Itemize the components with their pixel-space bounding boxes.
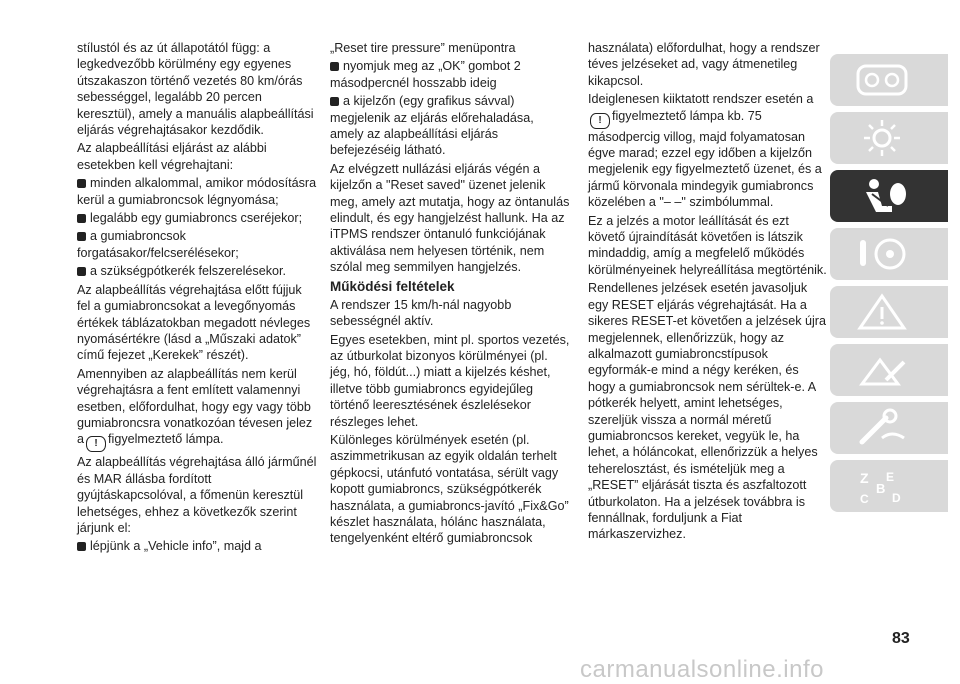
sun-light-icon [852,118,912,158]
paragraph-text: figyelmeztető lámpa kb. 75 másodpercig villog, majd folyamatosan égve marad; ezzel egy időben a kijelzőn megjelenik egy figyelmeztető üzenet, és a jármű körvonala mindegyik gumiabroncs közelében a "– –" szimbólummal. [588,108,822,210]
tab-starting-driving[interactable] [830,228,948,280]
tire-pressure-warning-icon: ! [86,436,106,452]
page-number: 83 [892,630,910,647]
paragraph: Az alapbeállítási eljárást az alábbi esetekben kell végrehajtani: [77,141,267,172]
paragraph: Az elvégzett nullázási eljárás végén a kijelzőn a "Reset saved" üzenet jelenik meg, amely azt mutatja, hogy az öntanulás elindult, és egy hangjelzést hallunk. Ha az iTPMS rendszer öntanuló funkciójának aktiválása nem helyesen történik, nem szólal meg semmilyen hangjelzés. [330,161,570,275]
svg-text:B: B [876,481,886,496]
svg-text:Z: Z [860,470,869,486]
paragraph: Ez a jelzés a motor leállítását és ezt követő újraindítását követően is látszik mindaddig, amíg a megfelelő működés körülményeinek helyreállítása megtörténik. [588,213,827,277]
watermark: carmanualsonline.info [580,656,824,683]
paragraph: stílustól és az út állapotától függ: a legkedvezőbb körülmény egy egyenes útszakaszon történő vezetés 80 km/órás sebességgel, legalább 20 percen keresztül), amely a manuális alapbeállítási eljárás végrehajtásakor kezdődik. [77,41,314,138]
tab-maintenance[interactable] [830,402,948,454]
bullet-item: minden alkalommal, amikor módosításra kerül a gumiabroncsok légnyomása; [77,176,317,207]
bullet-item: a kijelzőn (egy grafikus sávval) megjelenik az eljárás előrehaladása, amely az alapbeállítási eljárás befejezéséig látható. [330,93,570,159]
svg-text:C: C [860,492,869,506]
paragraph: „Reset tire pressure” menüpontra [330,41,516,55]
emergency-tools-icon [852,350,912,390]
svg-text:D: D [892,491,901,505]
paragraph: Egyes esetekben, mint pl. sportos vezetés, az útburkolat bizonyos körülményei (pl. jég, hó, földút...) miatt a kijelzés késhet, illetve több gumiabroncs egyidejűleg történő leeresztésének észlelésekor részleges lehet. [330,332,570,429]
section-heading: Működési feltételek [330,278,455,294]
paragraph-text: Ideiglenesen kiiktatott rendszer esetén a [588,92,814,107]
paragraph: A rendszer 15 km/h-nál nagyobb sebességnél aktív. [330,297,512,329]
tab-emergency[interactable] [830,344,948,396]
text-column-2 [330,40,570,549]
bullet-item: lépjünk a „Vehicle info”, majd a [77,538,317,554]
paragraph: használata) előfordulhat, hogy a rendszer téves jelzéseket ad, vagy átmenetileg kikapcsol. [588,41,820,88]
wrench-car-icon [852,408,912,448]
bullet-item: a szükségpótkerék felszerelésekor. [77,263,317,279]
paragraph-with-warning-icon [588,91,828,210]
bullet-item: nyomjuk meg az „OK” gombot 2 másodpercnél hosszabb ideig [330,58,570,91]
alphabet-index-icon [852,466,912,506]
paragraph: Az alapbeállítás végrehajtása álló járműnél és MAR állásba fordított gyújtáskapcsolóval, a főmenün keresztül lehetséges, ehhez a következők szerint járjunk el: [77,455,317,535]
svg-text:E: E [886,470,895,484]
tab-dashboard[interactable] [830,54,948,106]
paragraph: Rendellenes jelzések esetén javasoljuk egy RESET eljárás végrehajtását. Ha a sikeres RESET-et követően a jelzések újra megjelennek, ellenőrizzük, hogy az alkalmazott gumiabroncstípusok egyformák-e mind a négy keréken, és hogy a gumiabroncsok nem sérültek-e. A pótkerék helyett, amint lehetséges, szereljük vissza a normál méretű gumiabroncsos kereket, vegyük le, ha lehet, a hóláncokat, ellenőrizzük a helyes teherelosztást, és ismételjük meg a „RESET” eljárását tiszta és aszfaltozott útburkolaton. Ha a jelzések továbbra is fennállnak, forduljunk a Fiat márkaszervizhez. [588,281,826,542]
dashboard-icon [852,60,912,100]
chapter-tabs [830,54,960,518]
paragraph-text: Amennyiben az alapbeállítás nem kerül végrehajtásra a fent említett valamennyi esetben, előfordulhat, hogy egy vagy több gumiabroncsra vonatkozóan tévesen jelez a [77,366,313,447]
paragraph: Az alapbeállítás végrehajtása előtt fújjuk fel a gumiabroncsokat a levegőnyomás értékek táblázatokban megadott névleges nyomásértékre (lásd a „Műszaki adatok” című fejezet „Kerekek” részét). [77,282,311,363]
tab-index[interactable] [830,460,948,512]
text-column-1 [77,40,317,557]
tab-lights[interactable] [830,112,948,164]
text-column-3 [588,40,828,545]
paragraph-with-warning-icon [77,366,317,453]
paragraph: Különleges körülmények esetén (pl. aszimmetrikusan az egyik oldalán terhelt gépkocsi, utánfutó vontatása, sérült vagy kopott gumiabroncs, szükségpótkerék használata, a gumiabroncs-javító „Fix&Go” készlet használata, hólánc használata, tengelyenként eltérő gumiabroncsok [330,432,569,546]
airbag-seat-icon [852,176,912,216]
tab-safety[interactable] [830,170,948,222]
bullet-item: a gumiabroncsok forgatásakor/felcserélésekor; [77,228,317,261]
paragraph-text: figyelmeztető lámpa. [108,432,224,447]
tire-pressure-warning-icon: ! [590,113,610,129]
key-steering-icon [852,234,912,274]
tab-warning-lights[interactable] [830,286,948,338]
bullet-item: legalább egy gumiabroncs cseréjekor; [77,210,317,226]
warning-triangle-icon [852,292,912,332]
